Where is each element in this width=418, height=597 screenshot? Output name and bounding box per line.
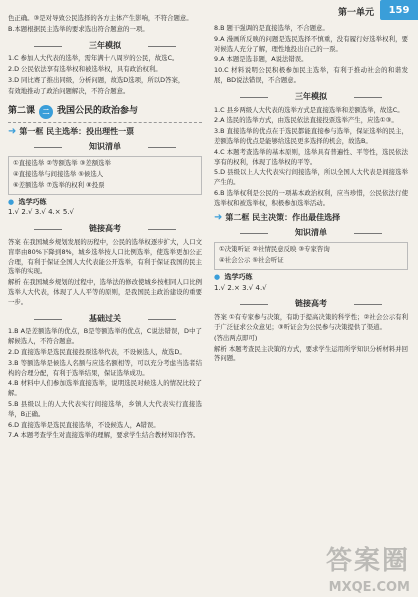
frame-title-2 — [214, 213, 408, 223]
left-mock-2: 2.D 公民依法享有选举权和被选举权，具有政治权利。 — [8, 65, 162, 74]
know-line-2: ④直接选举与间接选举 ⑤候选人 — [13, 169, 104, 178]
base-3: 3.B 等额选举是候选人名额与应选名额相等，可以充分考虑当选者结构的合理分配，有利于选举结果，保证选举成功。 — [8, 358, 202, 377]
tip-heading-right-text: 选学巧练 — [224, 272, 253, 281]
tip-heading-right — [214, 273, 408, 283]
right-know-1: ①决策听证 ②社情民意反映 ③专家咨询 — [219, 245, 330, 254]
left-mock-4: 有效地推动了政治问题解决，不符合题意。 — [8, 86, 130, 95]
right-link-answer: 答案 ①有专家参与决策，有助于提高决策的科学性；②社会公示有利于广泛征求公众意见；③听证会为公民参与决策提供了渠道。 — [214, 313, 408, 331]
frame-title-1-text: 第一框 民主选举：投出理性一票 — [19, 126, 135, 136]
right-mock-5: 5.D 县级以上人大代表实行间接选举，所以全国人大代表是间接选举产生的。 — [214, 168, 408, 187]
right-mock-6: 6.B 选举权利是公民的一项基本政治权利，应当珍惜，公民依法行使选举权和被选举权，积极参加选举活动。 — [214, 188, 408, 207]
base-5: 5.B 县级以上的人大代表实行间接选举，乡镇人大代表实行直接选举，B正确。 — [8, 399, 202, 418]
right-mock-3: 3.B 直接选举的优点在于选民都能直接参与选举，保证选举的民主，差额选举的优点是能够给选民更多选择的机会，故选B。 — [214, 127, 408, 145]
right-know-2: ④社会公示 ⑤社会听证 — [219, 255, 284, 264]
base-7: 7.A 本题考查学生对直接选举的理解，要求学生结合教材知识作答。 — [8, 431, 200, 440]
left-mock-1: 1.C 参加人大代表的选举，需年满十八周岁的公民，故选C。 — [8, 54, 179, 63]
left-intro-2: B.本题根据民主选举的要求选出符合题意的一项。 — [8, 24, 149, 33]
base-1: 1.B A是差额选举的优点，B是等额选举的优点，C说法错误，D中了解候选人，不符合题意。 — [8, 327, 202, 346]
section-heading-link-right: 链接高考 — [214, 299, 408, 309]
bullet-icon: ● — [8, 197, 15, 206]
right-intro-4: 10.C 材料说明公民积极参加民主选举，有利于推动社会的和谐发展，BD说法错误，不合题意。 — [214, 66, 408, 84]
page-number: 159 — [380, 0, 418, 20]
link-answer: 答案 在我国城乡规划发展的历程中，公民的选举权逐步扩大，人口文盲率由80%下降到8%，城乡选举按人口比例选举，使选举更加公正合理，有利于保证全国人大代表能公开选举，有利于保证我国的民主选举的实现。 — [8, 237, 202, 276]
watermark-url: MXQE.COM — [328, 580, 410, 595]
right-mock-1: 1.C 县乡两级人大代表的选举方式是直接选举和差额选举，故选C。 — [214, 105, 404, 114]
right-intro-3: 9.A 本题是选非题，A说法错误。 — [214, 55, 308, 64]
base-2: 2.D 直接选举是选民直接投票选举代表，不设候选人，故选D。 — [8, 347, 186, 356]
frame-title-1 — [8, 127, 202, 137]
right-intro-1: 8.B 题干强调的是直接选举，不合题意。 — [214, 24, 329, 32]
right-link-analysis: 解析 本题考查民主决策的方式，要求学生运用所学知识分析材料并回答问题。 — [214, 344, 408, 363]
left-intro-1: 色正确。③是对导致公民选择的各方主体产生影响，不符合题意。 — [8, 14, 193, 22]
section-heading-mock-right: 三年模拟 — [214, 92, 408, 102]
tip-heading-text: 选学巧练 — [18, 197, 47, 206]
arrow-icon: ➜ — [214, 211, 223, 223]
right-mock-4: 4.C 本题考查选举的基本原则，选举具有普遍性、平等性，选民依法享有的权利，体现了选举权的平等。 — [214, 147, 408, 166]
tip-answers-right: 1.√ 2.× 3.√ 4.√ — [214, 283, 267, 292]
left-mock-3: 3.D 同比赛了推出同级，分析问题，故选D选项，所以D答案， — [8, 75, 185, 84]
right-column — [214, 24, 408, 365]
right-intro-2: 9.A 漫画所反映的问题是选民选择不慎重，没有履行好选举权利，要对候选人充分了解，理性地投出自己的一票。 — [214, 34, 408, 53]
right-mock-2: 2.A 选民的选举方式，由选民依法直接投票选举产生，应选①③。 — [214, 116, 398, 125]
section-heading-knowledge: 知识清单 — [8, 142, 202, 152]
lesson-badge-icon: 二 — [39, 105, 53, 119]
tip-heading — [8, 198, 202, 208]
base-6: 6.D 直接选举是选民直接选举，不设候选人，A错误。 — [8, 420, 160, 429]
know-line-3: ⑥差额选举 ⑦选举的权利 ⑧投票 — [13, 180, 105, 189]
unit-label: 第一单元 — [337, 8, 374, 18]
link-analysis: 解析 在我国城乡规划的过程中，选举法的修改使城乡按相同人口比例选举人大代表，体现了人人平等的原则，是我国民主政治建设的重要一步。 — [8, 278, 202, 306]
know-line-1: ①直接选举 ②等额选举 ③差额选举 — [13, 159, 111, 168]
section-heading-mock: 三年模拟 — [8, 41, 202, 51]
base-4: 4.B 材料中人们参加选举直接选举，说明选民对候选人的情况比较了解。 — [8, 379, 202, 398]
section-heading-link: 链接高考 — [8, 224, 202, 234]
lesson-name: 我国公民的政治参与 — [57, 105, 139, 116]
section-heading-knowledge-right: 知识清单 — [214, 228, 408, 238]
tip-answers: 1.√ 2.√ 3.√ 4.× 5.√ — [8, 208, 75, 217]
right-link-note: (答出两点即可) — [214, 333, 258, 342]
frame-title-2-text: 第二框 民主决策：作出最佳选择 — [225, 212, 341, 222]
arrow-icon: ➜ — [8, 125, 17, 137]
watermark-logo: 答案圈 — [325, 546, 410, 576]
knowledge-box — [8, 156, 202, 194]
section-heading-base: 基础过关 — [8, 314, 202, 324]
lesson-number: 第二课 — [8, 105, 36, 116]
knowledge-box-right — [214, 242, 408, 270]
bullet-icon: ● — [214, 272, 221, 281]
lesson-title — [8, 105, 202, 123]
left-column — [8, 14, 202, 442]
